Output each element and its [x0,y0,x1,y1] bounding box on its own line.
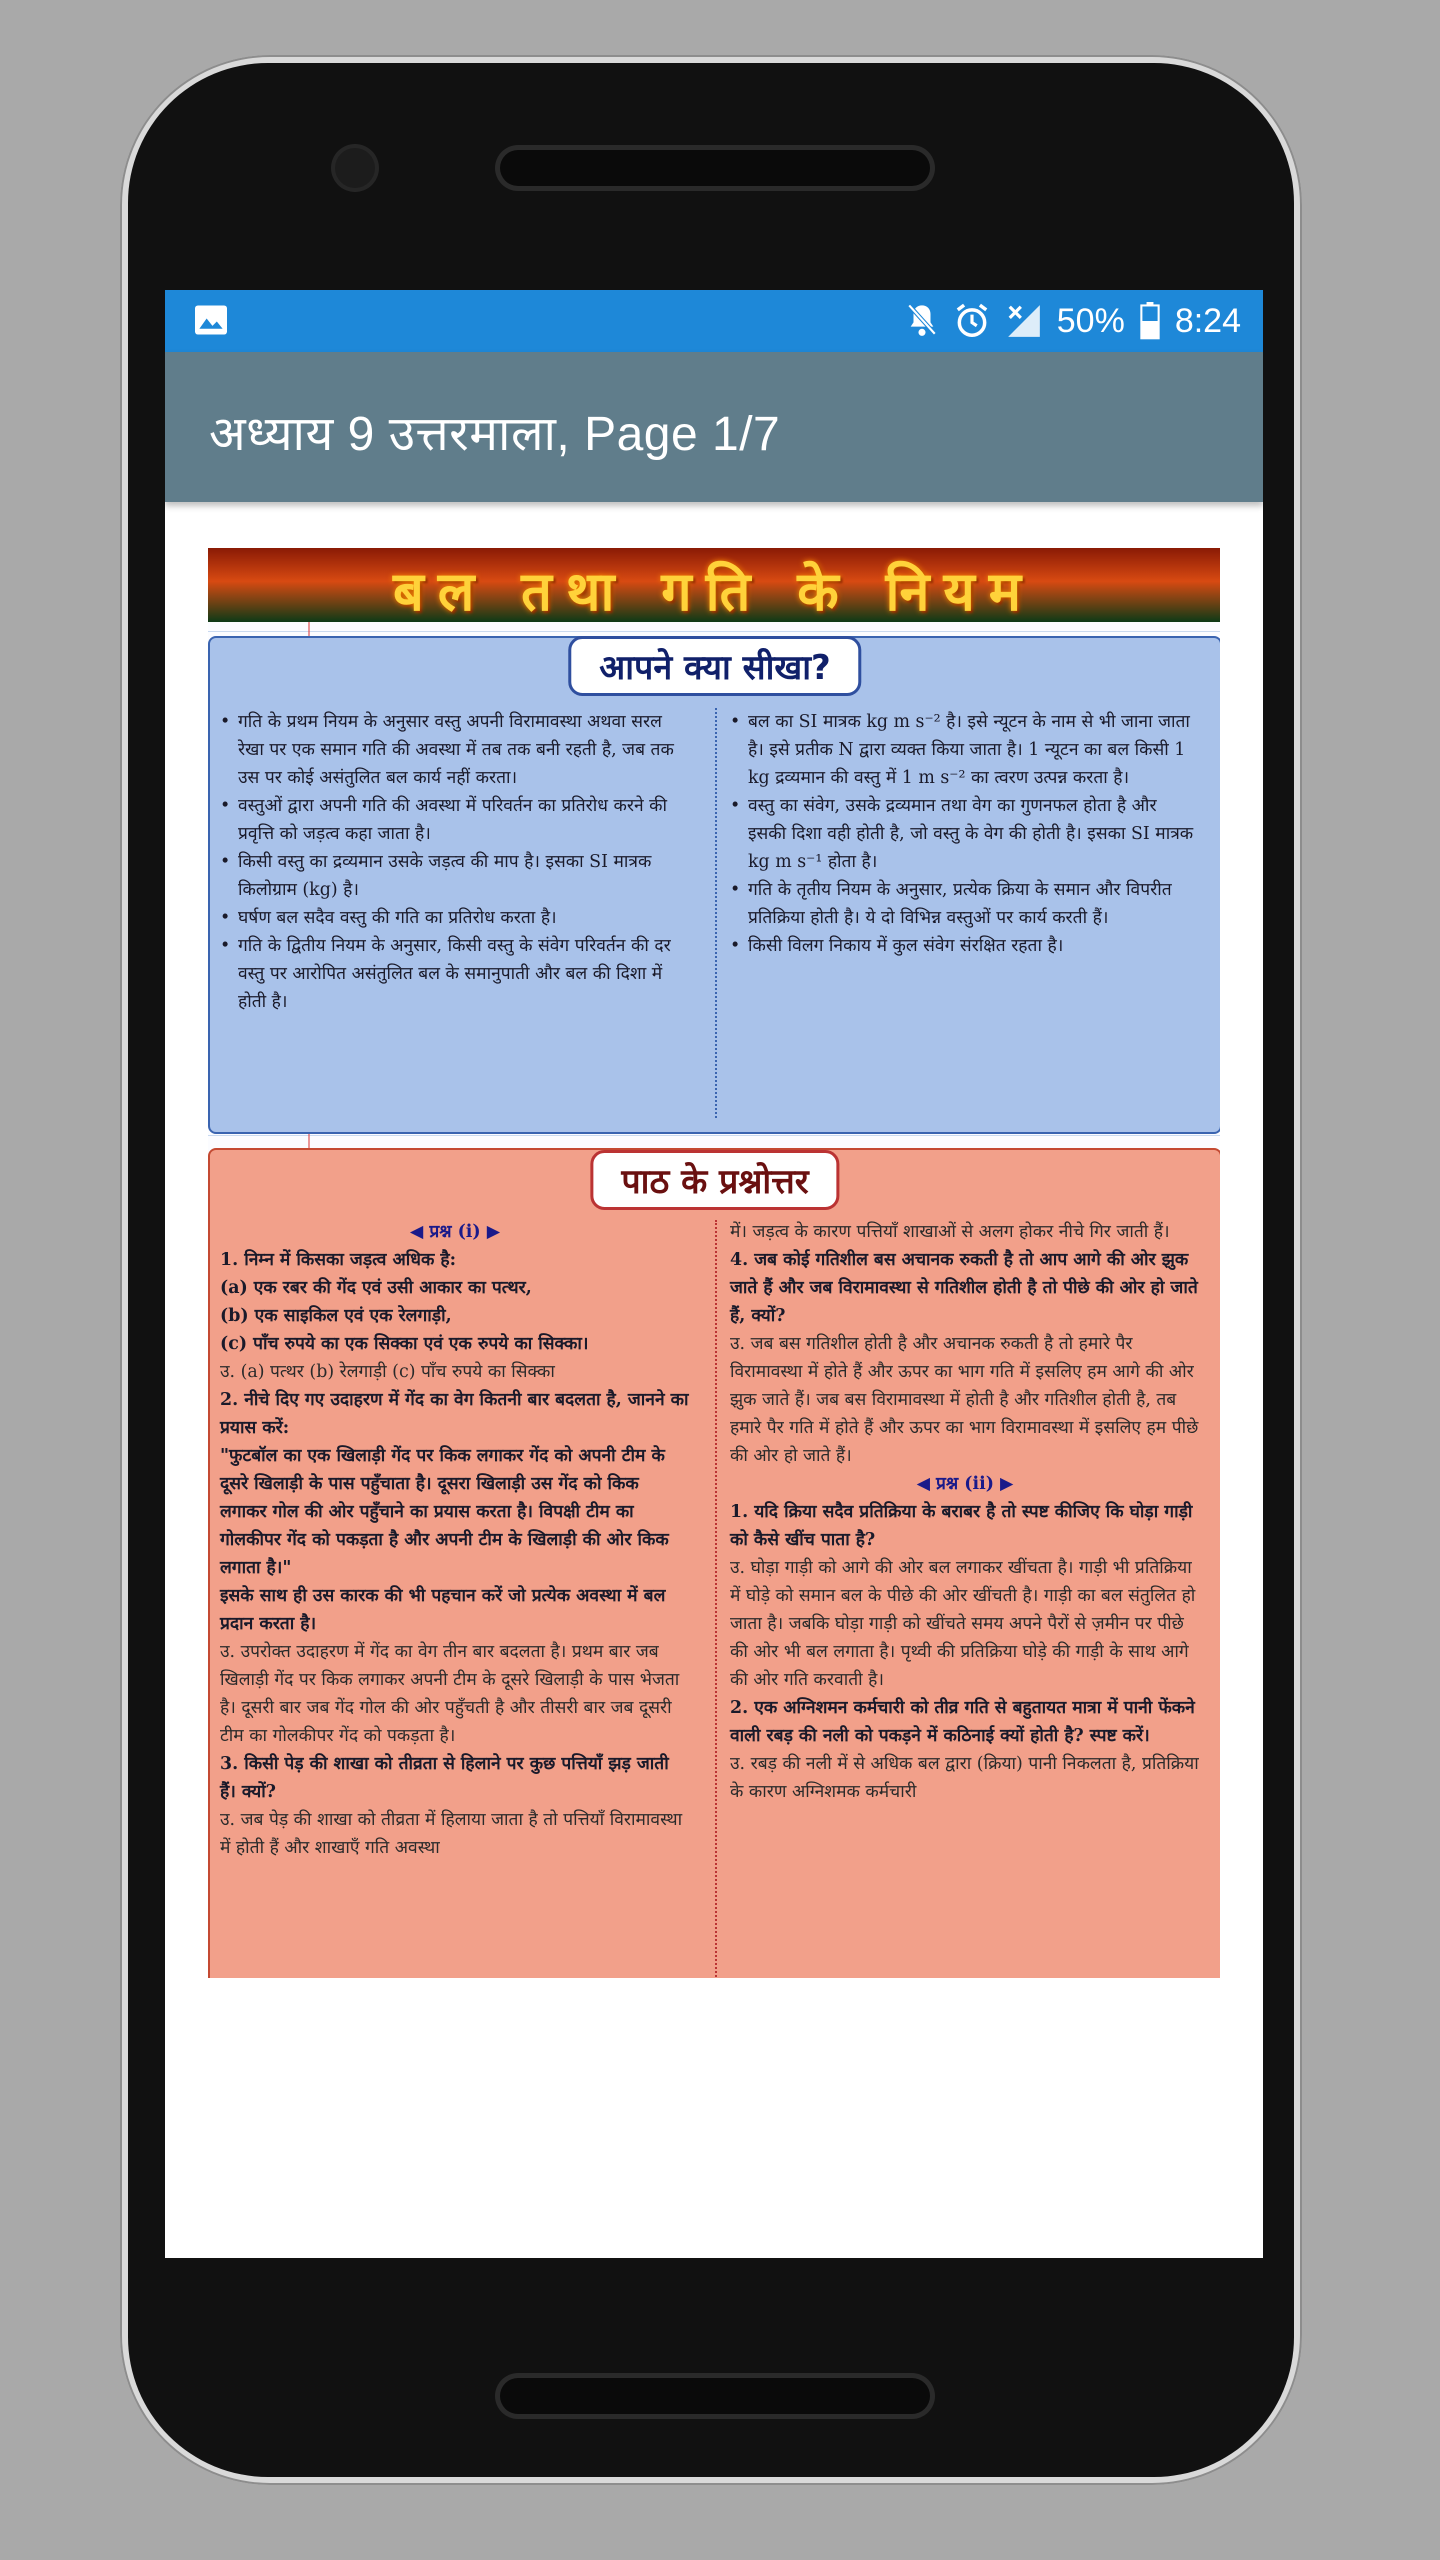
bottom-speaker [500,2378,930,2414]
bell-off-icon [905,302,939,340]
answer-text: उ. जब पेड़ की शाखा को तीव्रता में हिलाया जाता है तो पत्तियाँ विरामावस्था में होती हैं और शाखाएँ गति अवस्था [220,1810,683,1858]
summary-point: • गति के द्वितीय नियम के अनुसार, किसी वस्तु के संवेग परिवर्तन की दर वस्तु पर आरोपित असंतुलित बल के समानुपाती और बल की दिशा में होती है। [220,932,690,1016]
answer-text: उ. रबड़ की नली में से अधिक बल द्वारा (क्रिया) पानी निकलता है, प्रतिक्रिया के कारण अग्निशमक कर्मचारी [730,1754,1199,1802]
summary-point: • बल का SI मात्रक kg m s⁻² है। इसे न्यूटन के नाम से भी जाना जाता है। इसे प्रतीक N द्वारा व्यक्त किया जाता है। 1 न्यूटन का बल किसी 1 kg द्रव्यमान की वस्तु में 1 m s⁻² का त्वरण उत्पन्न करता है। [730,708,1200,792]
summary-point: • गति के तृतीय नियम के अनुसार, प्रत्येक क्रिया के समान और विपरीत प्रतिक्रिया होती है। ये दो विभिन्न वस्तुओं पर कार्य करती हैं। [730,876,1200,932]
question-text: 1. यदि क्रिया सदैव प्रतिक्रिया के बराबर है तो स्पष्ट कीजिए कि घोड़ा गाड़ी को कैसे खींच पाता है? [730,1502,1193,1550]
qa-left-column [220,1218,690,1862]
answer-text: उ. घोड़ा गाड़ी को आगे की ओर बल लगाकर खींचता है। गाड़ी भी प्रतिक्रिया में घोड़े को समान बल के पीछे की ओर खींचती है। गाड़ी का बल संतुलित हो जाता है। जबकि घोड़ा गाड़ी को खींचते समय अपने पैरों से ज़मीन पर पीछे की ओर भी बल लगाता है। पृथ्वी की प्रतिक्रिया घोड़े की गाड़ी के साथ आगे की ओर गति करवाती है। [730,1558,1196,1690]
answer-text: उ. (a) पत्थर (b) रेलगाड़ी (c) पाँच रुपये का सिक्का [220,1362,555,1382]
summary-point: • गति के प्रथम नियम के अनुसार वस्तु अपनी विरामावस्था अथवा सरल रेखा पर एक समान गति की अवस्था में तब तक बनी रहती है, जब तक उस पर कोई असंतुलित बल कार्य नहीं करता। [220,708,690,792]
qa-right-column [730,1218,1200,1806]
question-text: 2. एक अग्निशमन कर्मचारी को तीव्र गति से बहुतायत मात्रा में पानी फेंकने वाली रबड़ की नली को पकड़ने में कठिनाई क्यों होती है? स्पष्ट करें। [730,1698,1195,1746]
clock: 8:24 [1174,301,1241,340]
battery-icon [1139,302,1161,340]
chapter-banner [208,548,1220,622]
summary-point: • किसी वस्तु का द्रव्यमान उसके जड़त्व की माप है। इसका SI मात्रक किलोग्राम (kg) है। [220,848,690,904]
status-bar [165,290,1263,352]
question-text: (c) पाँच रुपये का एक सिक्का एवं एक रुपये का सिक्का। [220,1334,589,1354]
summary-point: • किसी विलग निकाय में कुल संवेग संरक्षित रहता है। [730,932,1200,960]
column-divider [715,708,717,1118]
page-title: अध्याय 9 उत्तरमाला, Page 1/7 [209,408,781,461]
summary-point: • वस्तुओं द्वारा अपनी गति की अवस्था में परिवर्तन का प्रतिरोध करने की प्रवृत्ति को जड़त्व कहा जाता है। [220,792,690,848]
question-text: (b) एक साइकिल एवं एक रेलगाड़ी, [220,1306,452,1326]
app-bar [165,352,1263,502]
front-camera [335,148,375,188]
image-icon [193,304,229,336]
summary-point: • घर्षण बल सदैव वस्तु की गति का प्रतिरोध करता है। [220,904,690,932]
battery-percent: 50% [1056,301,1125,340]
answer-text: में। जड़त्व के कारण पत्तियाँ शाखाओं से अलग होकर नीचे गिर जाती हैं। [730,1222,1170,1242]
question-set-heading: ◀ प्रश्न (i) ▶ [409,1222,501,1242]
column-divider [715,1220,717,1978]
summary-right-column [730,708,1200,960]
chapter-title: बल तथा गति के नियम [392,559,1036,623]
summary-left-column [220,708,690,1016]
question-set-heading: ◀ प्रश्न (ii) ▶ [916,1474,1014,1494]
screen [165,290,1263,2258]
qa-heading: पाठ के प्रश्नोत्तर [590,1150,839,1210]
question-text: 3. किसी पेड़ की शाखा को तीव्रता से हिलाने पर कुछ पत्तियाँ झड़ जाती हैं। क्यों? [220,1754,669,1802]
no-signal-icon [1005,302,1043,340]
question-text: (a) एक रबर की गेंद एवं उसी आकार का पत्थर, [220,1278,532,1298]
question-text: 4. जब कोई गतिशील बस अचानक रुकती है तो आप आगे की ओर झुक जाते हैं और जब विरामावस्था से गतिशील होती है तो पीछे की ओर हो जाते हैं, क्यों? [730,1250,1198,1326]
alarm-icon [953,302,991,340]
summary-box [208,636,1220,1134]
page-image[interactable] [208,548,1220,1978]
question-text: 2. नीचे दिए गए उदाहरण में गेंद का वेग कितनी बार बदलता है, जानने का प्रयास करें: [220,1390,689,1438]
answer-text: उ. जब बस गतिशील होती है और अचानक रुकती है तो हमारे पैर विरामावस्था में होते हैं और ऊपर का भाग गति में इसलिए हम आगे की ओर झुक जाते हैं। जब बस विरामावस्था में होती है और गतिशील होती है, तब हमारे पैर गति में होते हैं और ऊपर का भाग विरामावस्था में इसलिए हम पीछे की ओर हो जाते हैं। [730,1334,1199,1466]
summary-heading: आपने क्या सीखा? [568,636,861,696]
summary-point: • वस्तु का संवेग, उसके द्रव्यमान तथा वेग का गुणनफल होता है और इसकी दिशा वही होती है, जो वस्तु के वेग की होती है। इसका SI मात्रक kg m s⁻¹ होता है। [730,792,1200,876]
empty-area [165,1978,1263,2258]
earpiece-speaker [500,150,930,186]
question-text: इसके साथ ही उस कारक की भी पहचान करें जो प्रत्येक अवस्था में बल प्रदान करता है। [220,1586,666,1634]
question-text: 1. निम्न में किसका जड़त्व अधिक है: [220,1250,457,1270]
qa-box [208,1148,1220,1978]
question-text: "फुटबॉल का एक खिलाड़ी गेंद पर किक लगाकर गेंद को अपनी टीम के दूसरे खिलाड़ी के पास पहुँचाता है। दूसरा खिलाड़ी उस गेंद को किक लगाकर गोल की ओर पहुँचाने का प्रयास करता है। विपक्षी टीम का गोलकीपर गेंद को पकड़ता है और अपनी टीम के खिलाड़ी की ओर किक लगाता है।" [220,1446,669,1578]
answer-text: उ. उपरोक्त उदाहरण में गेंद का वेग तीन बार बदलता है। प्रथम बार जब खिलाड़ी गेंद पर किक लगाकर अपनी टीम के दूसरे खिलाड़ी के पास भेजता है। दूसरी बार जब गेंद गोल की ओर पहुँचती है और तीसरी बार जब दूसरी टीम का गोलकीपर गेंद को पकड़ता है। [220,1642,680,1746]
